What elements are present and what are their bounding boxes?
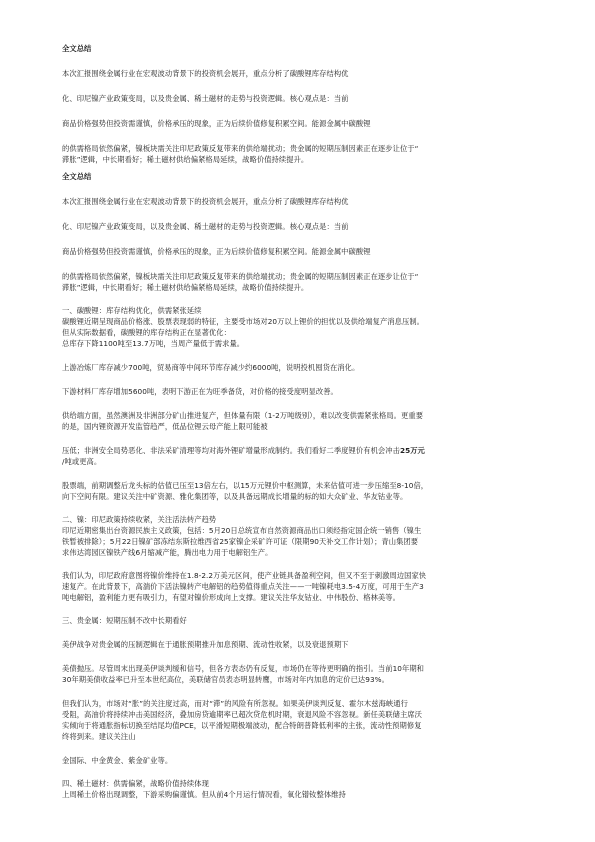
text-line	[62, 731, 537, 742]
line-text: 受阻，高油价将持续冲击美国经济，叠加房贷逾期率已超次贷危机时期，衰退风险不容忽视。新任美联储主席沃	[62, 710, 422, 719]
line-text: 商品价格强势但投资需谨慎，价格承压的现象，正为后续价值修复积累空间。能源金属中碳酸锂	[62, 247, 371, 256]
line-text: 的是，国内锂资源开发监管趋严，低品位锂云母产能上限可能被	[62, 422, 268, 431]
text-line	[62, 514, 537, 525]
line-text: 印尼近期密集出台资源民族主义政策，包括：5月20日总统宣布自然资源商品出口须经指定国企统一销售（镍生	[62, 526, 422, 535]
line-text: 30年期美债收益率已升至本世纪高位，美联储官员表态明显转鹰，市场对年内加息的定价已达93%。	[62, 675, 389, 684]
line-text: 三、贵金属：短期压制不改中长期看好	[62, 616, 187, 625]
line-text: 化、印尼镍产业政策变局，以及贵金属、稀土磁材的走势与投资逻辑。核心观点是：当前	[62, 94, 349, 103]
line-text: 求伟达湾园区镍铁产线6月缩减产能，腾出电力用于电解铝生产。	[62, 548, 273, 557]
line-text: 但我们认为，市场对“胀”的关注度过高，而对“滞”的风险有所忽视。如果美伊谈判反复、霍尔木兹海峡通行	[62, 699, 408, 708]
text-line	[62, 246, 537, 257]
text-line	[62, 456, 537, 467]
line-text: 的供需格局依然偏紧，镍板块需关注印尼政策反复带来的供给端扰动；贵金属的短期压制因素正在逐步让位于“	[62, 144, 419, 153]
text-line	[62, 154, 537, 165]
text-line	[62, 698, 537, 709]
text-line	[62, 118, 537, 129]
text-line	[62, 491, 537, 502]
line-text: 全文总结	[62, 44, 92, 53]
text-line	[62, 338, 537, 349]
line-text: 我们认为，印尼政府意图将镍价维持在1.8-2.2万美元区间，使产业链具备盈利空间，但又不至于刺激周边国家快	[62, 571, 427, 580]
line-text: 碳酸锂近期呈现商品价格涨、股票表现弱的特征，主要受市场对20万以上锂价的担忧以及供给端复产消息压制。	[62, 317, 425, 326]
text-line	[62, 720, 537, 731]
text-line	[62, 615, 537, 626]
line-text: 金国际、中金黄金、紫金矿业等。	[62, 756, 173, 765]
bold-value: 25万元	[399, 446, 425, 455]
text-line	[62, 674, 537, 685]
line-text: /吨或更高。	[62, 457, 102, 466]
text-line	[62, 581, 537, 592]
line-text: 二、镍：印尼政策持续收紧，关注活法转产趋势	[62, 515, 217, 524]
line-text: 美伊战争对贵金属的压制逻辑在于通胀预期推升加息预期、流动性收紧，以及衰退预期下	[62, 640, 349, 649]
line-text: 速复产。在此背景下，高湍价下活法镍转产电解铝的趋势值得重点关注——一吨镍耗电3.5-4万度，可用于生产3	[62, 582, 424, 591]
section-heading	[62, 171, 537, 182]
text-line	[62, 410, 537, 421]
text-line	[62, 282, 537, 293]
text-line	[62, 421, 537, 432]
line-text: 的供需格局依然偏紧，镍板块需关注印尼政策反复带来的供给端扰动；贵金属的短期压制因素正在逐步让位于“	[62, 272, 419, 281]
line-text: 但从实际数据看，碳酸锂的库存结构正在显著优化：	[62, 328, 231, 337]
line-text: 下游材料厂库存增加5600吨，表明下游正在为旺季备货，对价格的接受度明显改善。	[62, 387, 338, 396]
line-text: 压低；非洲安全局势恶化、非法采矿清理等均对海外锂矿增量形成制约。我们看好二季度锂价有机会冲击	[62, 446, 400, 455]
text-line	[62, 305, 537, 316]
text-line	[62, 316, 537, 327]
section-heading	[62, 43, 537, 54]
line-text: 四、稀土磁材：供需偏紧，战略价值持续体现	[62, 779, 209, 788]
text-line	[62, 68, 537, 79]
line-text: 供给端方面，虽然澳洲及非洲部分矿山推进复产，但体量有限（1-2万吨级别），难以改变供需紧张格局。更重要	[62, 411, 424, 420]
text-line	[62, 445, 537, 456]
line-text: 本次汇报围绕金属行业在宏观波动背景下的投资机会展开，重点分析了碳酸锂库存结构优	[62, 69, 349, 78]
line-text: 本次汇报围绕金属行业在宏观波动背景下的投资机会展开，重点分析了碳酸锂库存结构优	[62, 197, 349, 206]
text-line	[62, 592, 537, 603]
text-line	[62, 327, 537, 338]
line-text: 商品价格强势但投资需谨慎，价格承压的现象，正为后续价值修复积累空间。能源金属中碳酸锂	[62, 119, 371, 128]
text-line	[62, 639, 537, 650]
document-page	[62, 43, 537, 800]
text-line	[62, 386, 537, 397]
line-text: 化、印尼镍产业政策变局，以及贵金属、稀土磁材的走势与投资逻辑。核心观点是：当前	[62, 222, 349, 231]
line-text: 吨电解铝，盈利能力更有吸引力，有望对镍价形成向上支撑。建议关注华友钴业、中伟股份、格林美等。	[62, 593, 400, 602]
text-line	[62, 221, 537, 232]
line-text: 铁暂被排除）；5月22日镍矿部冻结东斯拉维西省25家镍企采矿许可证（限期90天补交工作计划）；青山集团要	[62, 537, 419, 546]
line-text: 上游冶炼厂库存减少700吨，贸易商等中间环节库存减少约6000吨，说明投机囤货在消化。	[62, 363, 360, 372]
text-line	[62, 789, 537, 800]
line-text: 总库存下降1100吨至13.7万吨，当周产量低于需求量。	[62, 339, 245, 348]
text-line	[62, 271, 537, 282]
line-text: 股票端，前期调整后龙头标的估值已压至13倍左右，以15万元锂价中枢测算，未来估值可进一步压缩至8-10倍，	[62, 481, 429, 490]
text-line	[62, 778, 537, 789]
text-line	[62, 755, 537, 766]
line-text: 上周稀土价格出现调整，下游采购偏谨慎。但从前4个月运行情况看，氧化镨钕整体维持	[62, 790, 346, 799]
text-line	[62, 196, 537, 207]
line-text: 一、碳酸锂：库存结构优化，供需紧张延续	[62, 306, 202, 315]
text-line	[62, 480, 537, 491]
text-line	[62, 93, 537, 104]
text-line	[62, 143, 537, 154]
line-text: 向下空间有限。建议关注中矿资源、雅化集团等，以及具备远期成长增量的标的如大众矿业、华友钴业等。	[62, 492, 408, 501]
line-text: 终将到来。建议关注山	[62, 732, 136, 741]
line-text: 实倾向于将通胀指标切换至结尾均值PCE，以平滑短期极端波动，配合特朗普降低利率的主张，流动性预期修复	[62, 721, 422, 730]
line-text: 滞胀”逻辑，中长期看好；稀土磁材供给偏紧格局延续，战略价值持续提升。	[62, 155, 309, 164]
text-line	[62, 709, 537, 720]
line-text: 滞胀”逻辑，中长期看好；稀土磁材供给偏紧格局延续，战略价值持续提升。	[62, 283, 309, 292]
text-line	[62, 536, 537, 547]
text-line	[62, 362, 537, 373]
text-line	[62, 525, 537, 536]
text-line	[62, 570, 537, 581]
text-line	[62, 547, 537, 558]
text-line	[62, 663, 537, 674]
line-text: 美债抛压。尽管周末出现美伊谈判缓和信号，但各方表态仍有反复，市场仍在等待更明确的指引。当前10年期和	[62, 664, 425, 673]
line-text: 全文总结	[62, 172, 92, 181]
